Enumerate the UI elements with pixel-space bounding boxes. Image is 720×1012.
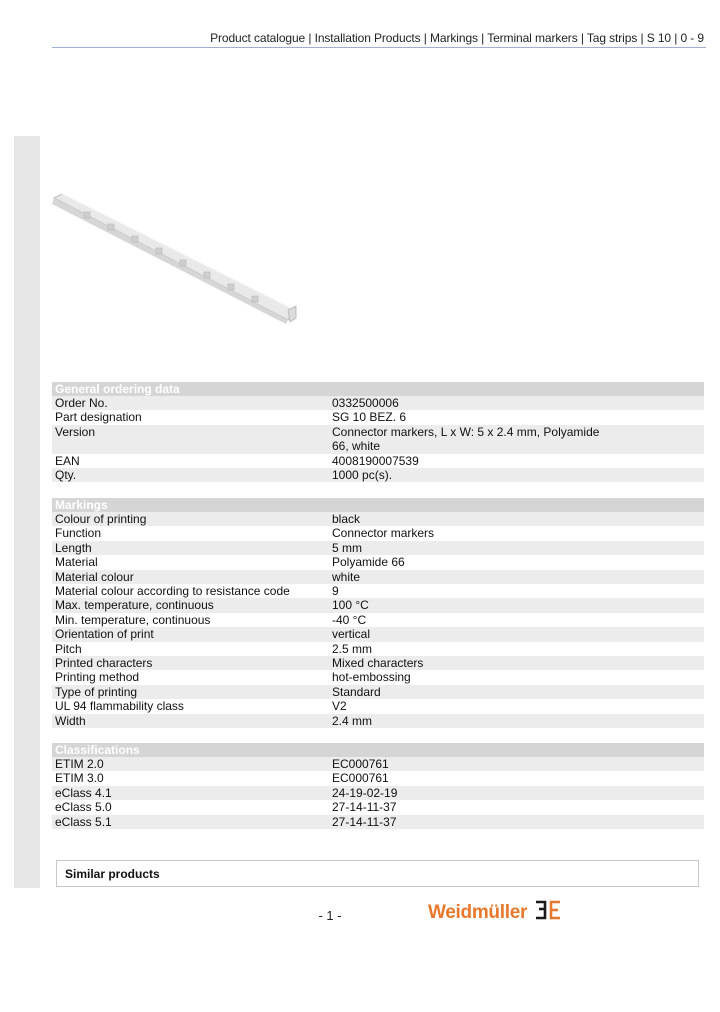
general-table xyxy=(52,396,704,482)
row-key: Min. temperature, continuous xyxy=(55,612,211,627)
row-key: ETIM 2.0 xyxy=(52,757,329,771)
row-value: Polyamide 66 xyxy=(332,555,405,570)
row-key: Qty. xyxy=(52,468,329,482)
row-value: white xyxy=(329,570,704,584)
row-value: 27-14-11-37 xyxy=(329,815,704,829)
row-value: EC000761 xyxy=(332,771,389,786)
row-key: Material colour according to resistance code xyxy=(55,584,290,599)
logo-text: Weidmüller xyxy=(428,901,528,923)
row-key: Function xyxy=(55,526,102,541)
row-key: eClass 5.0 xyxy=(55,800,112,815)
row-key: Printed characters xyxy=(52,656,329,670)
markings-table xyxy=(52,512,704,728)
row-key: ETIM 3.0 xyxy=(55,771,104,786)
row-value: 9 xyxy=(332,584,339,599)
side-bar xyxy=(14,136,40,888)
table-row xyxy=(52,656,704,670)
row-value: Connector markers xyxy=(332,526,435,541)
table-row xyxy=(52,670,704,684)
row-key: Material colour xyxy=(52,570,329,584)
row-value: 0332500006 xyxy=(329,396,704,410)
header-divider xyxy=(52,47,706,48)
row-value: black xyxy=(329,512,704,526)
row-value: SG 10 BEZ. 6 xyxy=(332,410,407,425)
section-general-header: General ordering data xyxy=(52,382,704,396)
table-row xyxy=(52,526,704,540)
row-value xyxy=(329,425,704,454)
page-number: - 1 - xyxy=(318,908,342,923)
row-value-line1: Connector markers, L x W: 5 x 2.4 mm, Polyamide xyxy=(332,424,600,439)
table-row xyxy=(52,771,704,785)
tag-strip-image xyxy=(50,188,300,333)
row-value: hot-embossing xyxy=(332,670,411,685)
row-value: 1000 pc(s). xyxy=(329,468,704,482)
similar-products-link[interactable]: Similar products xyxy=(56,860,699,887)
row-value: -40 °C xyxy=(332,612,367,627)
table-row xyxy=(52,685,704,699)
row-value: Mixed characters xyxy=(329,656,704,670)
table-row xyxy=(52,757,704,771)
row-value-line2: 66, white xyxy=(332,439,381,454)
row-key: Colour of printing xyxy=(52,512,329,526)
row-value: 2.5 mm xyxy=(332,641,373,656)
row-value: 24-19-02-19 xyxy=(329,786,704,800)
table-row xyxy=(52,468,704,482)
table-row xyxy=(52,613,704,627)
row-value: 4008190007539 xyxy=(332,453,419,468)
table-row xyxy=(52,454,704,468)
row-key: Version xyxy=(52,425,329,454)
table-row xyxy=(52,425,704,454)
row-key: Orientation of print xyxy=(52,627,329,641)
table-row xyxy=(52,410,704,424)
row-value: EC000761 xyxy=(329,757,704,771)
table-row xyxy=(52,541,704,555)
logo-mark-icon xyxy=(535,899,561,926)
table-row xyxy=(52,512,704,526)
table-row xyxy=(52,555,704,569)
row-value: 27-14-11-37 xyxy=(332,800,397,815)
row-value: 5 mm xyxy=(329,541,704,555)
classifications-table xyxy=(52,757,704,829)
table-row xyxy=(52,714,704,728)
row-key: Max. temperature, continuous xyxy=(52,598,329,612)
table-row xyxy=(52,584,704,598)
row-key: Length xyxy=(52,541,329,555)
section-markings-header: Markings xyxy=(52,498,704,512)
table-row xyxy=(52,699,704,713)
breadcrumb: Product catalogue | Installation Products | Markings | Terminal markers | Tag strips | S 10 | 0 - 9 xyxy=(210,31,704,45)
table-row xyxy=(52,786,704,800)
row-key: Width xyxy=(52,714,329,728)
row-key: eClass 4.1 xyxy=(52,786,329,800)
table-row xyxy=(52,642,704,656)
row-value: Standard xyxy=(329,685,704,699)
row-key: EAN xyxy=(55,453,80,468)
row-key: Pitch xyxy=(55,641,82,656)
row-key: Printing method xyxy=(55,670,140,685)
row-key: Type of printing xyxy=(52,685,329,699)
table-row xyxy=(52,815,704,829)
table-row xyxy=(52,800,704,814)
row-key: Material xyxy=(55,555,98,570)
row-key: UL 94 flammability class xyxy=(55,699,184,714)
row-value: V2 xyxy=(332,699,347,714)
table-row xyxy=(52,598,704,612)
table-row xyxy=(52,627,704,641)
row-value: 100 °C xyxy=(329,598,704,612)
row-value: 2.4 mm xyxy=(329,714,704,728)
row-value: vertical xyxy=(329,627,704,641)
section-classifications-header: Classifications xyxy=(52,743,704,757)
table-row xyxy=(52,396,704,410)
row-key: Part designation xyxy=(55,410,142,425)
row-key: eClass 5.1 xyxy=(52,815,329,829)
row-key: Order No. xyxy=(52,396,329,410)
table-row xyxy=(52,570,704,584)
weidmuller-logo xyxy=(428,899,561,926)
